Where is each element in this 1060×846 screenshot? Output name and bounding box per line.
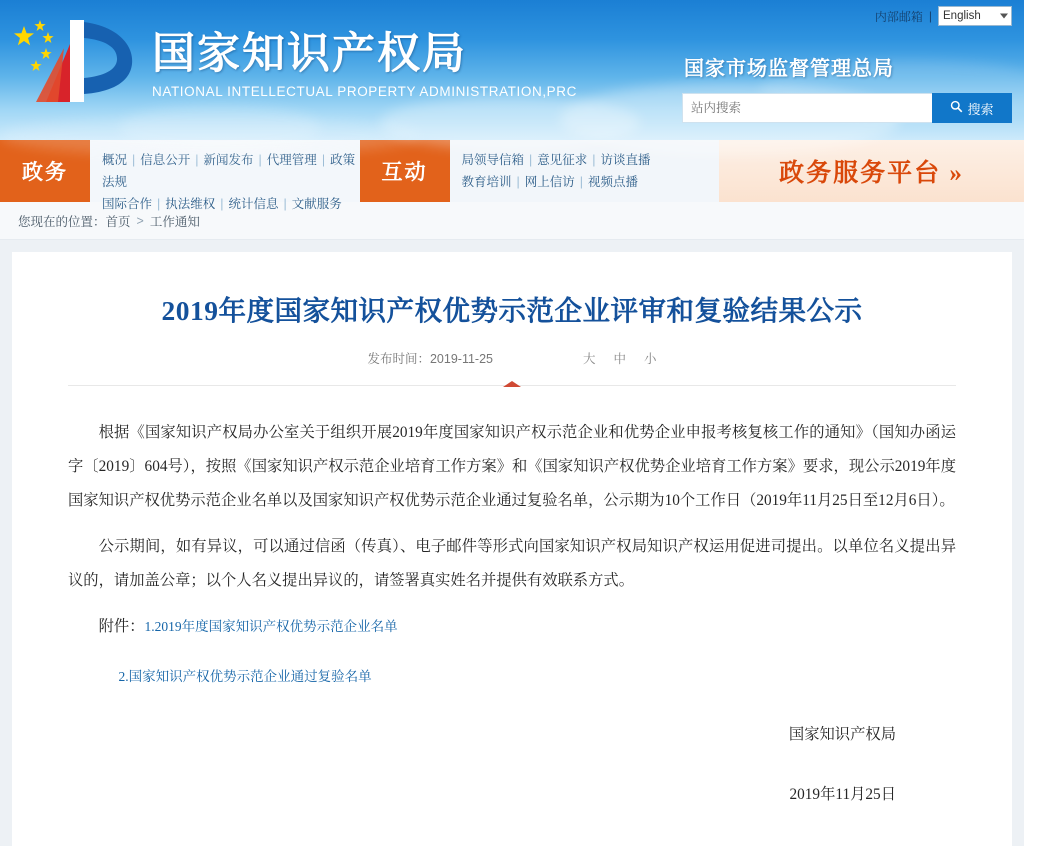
- signature-org: 国家知识产权局: [788, 725, 896, 743]
- publish-time: [367, 349, 493, 367]
- logo-title-en: NATIONAL INTELLECTUAL PROPERTY ADMINISTRATION,PRC: [152, 84, 577, 100]
- nav-item-tongjixinxi[interactable]: 统计信息: [228, 197, 279, 211]
- article-content: [68, 386, 956, 812]
- nav-tab-government[interactable]: 政务: [0, 140, 90, 202]
- nav-item-zhengcefagui[interactable]: 政策法规: [102, 153, 356, 189]
- search-button-label: 搜索: [967, 101, 994, 117]
- cloud-decoration: [0, 116, 420, 156]
- site-header: [0, 0, 1024, 140]
- nav-row-1: 局领导信箱 | 意见征求 | 访谈直播: [461, 153, 651, 167]
- article-meta: [68, 335, 956, 367]
- nav-item-julingdaoxinxiang[interactable]: 局领导信箱: [461, 153, 525, 167]
- breadcrumb-item-home[interactable]: 首页: [105, 214, 131, 229]
- nav-row-2: 国际合作 | 执法维权 | 统计信息 | 文献服务: [102, 197, 342, 211]
- search-input[interactable]: [682, 93, 932, 123]
- nav-item-shipindianbo[interactable]: 视频点播: [588, 175, 639, 189]
- page-body: [0, 240, 1024, 846]
- nav-item-dailiguanli[interactable]: 代理管理: [266, 153, 317, 167]
- article-paragraph-1: 根据《国家知识产权局办公室关于组织开展2019年度国家知识产权示范企业和优势企业申报考核复核工作的通知》（国知办函运字〔2019〕604号），按照《国家知识产权示范企业培育工作方案》和《国家知识产权优势企业培育工作方案》要求，现公示2019年度国家知识产权优势示范企业名单以及国家知识产权优势示范企业通过复验名单，公示期为10个工作日（2019年11月25日至12月6日）。: [68, 423, 956, 509]
- article-card: [12, 252, 1012, 846]
- nav-item-fangtanzhibo[interactable]: 访谈直播: [600, 153, 651, 167]
- search-icon: [950, 100, 963, 116]
- publish-time-value: 2019-11-25: [429, 351, 493, 366]
- signature-date: 2019年11月25日: [789, 785, 896, 803]
- attachments-block: [68, 610, 956, 644]
- attachment-row-2: [68, 660, 956, 694]
- site-search: [682, 93, 1012, 123]
- nav-row-1: 概况 | 信息公开 | 新闻发布 | 代理管理 | 政策法规: [102, 153, 356, 189]
- nav-item-xinwenfabu[interactable]: 新闻发布: [203, 153, 254, 167]
- nipa-emblem-icon: [12, 14, 148, 114]
- attachment-link-2[interactable]: 2.国家知识产权优势示范企业通过复验名单: [118, 668, 372, 684]
- nav-item-guojihezuo[interactable]: 国际合作: [102, 197, 153, 211]
- font-size-medium[interactable]: 中: [613, 351, 627, 366]
- site-logo[interactable]: [12, 14, 577, 114]
- search-button[interactable]: [932, 93, 1012, 123]
- font-size-large[interactable]: 大: [582, 351, 596, 366]
- nav-row-2: 教育培训 | 网上信访 | 视频点播: [461, 175, 639, 189]
- nav-item-gaikuang[interactable]: 概况: [102, 153, 128, 167]
- logo-title-cn: 国家知识产权局: [152, 31, 467, 78]
- nav-item-zhifaweiquan[interactable]: 执法维权: [165, 197, 216, 211]
- font-size-controls: [583, 349, 657, 367]
- breadcrumb-prefix: 您现在的位置：: [18, 214, 106, 229]
- article-signature: [68, 718, 956, 812]
- breadcrumb-separator: >: [136, 213, 144, 228]
- page-title: 2019年度国家知识产权优势示范企业评审和复验结果公示: [161, 295, 863, 326]
- service-platform-button[interactable]: 政务服务平台 »: [719, 140, 1024, 202]
- nav-item-yijianzhengqiu[interactable]: 意见征求: [537, 153, 588, 167]
- header-utility-bar: [875, 6, 1012, 26]
- language-select[interactable]: [938, 6, 1012, 26]
- ministry-title: 国家市场监督管理总局: [684, 58, 894, 80]
- font-size-small[interactable]: 小: [644, 351, 657, 366]
- nav-item-jiaoyupeixun[interactable]: 教育培训: [461, 175, 512, 189]
- nav-item-wangshangxinfang[interactable]: 网上信访: [524, 175, 575, 189]
- article-divider: [68, 385, 956, 386]
- nav-tab-interaction[interactable]: 互动: [360, 140, 450, 202]
- nav-item-xinxigongkai[interactable]: 信息公开: [140, 153, 191, 167]
- breadcrumb-item-current[interactable]: 工作通知: [149, 214, 200, 229]
- utility-separator: |: [928, 9, 932, 23]
- nav-item-wenxianfuwu[interactable]: 文献服务: [291, 197, 342, 211]
- internal-mail-link[interactable]: 内部邮箱: [874, 9, 923, 24]
- article-paragraph-2: 公示期间，如有异议，可以通过信函（传真）、电子邮件等形式向国家知识产权局知识产权运用促进司提出。以单位名义提出异议的，请加盖公章；以个人名义提出异议的，请签署真实姓名并提供有效联系方式。: [68, 537, 956, 589]
- attachment-link-1[interactable]: 1.2019年度国家知识产权优势示范企业名单: [144, 618, 398, 634]
- publish-time-label: 发布时间：: [367, 351, 430, 366]
- language-select-value: English: [943, 10, 981, 22]
- attachments-label: 附件：: [98, 617, 145, 635]
- chevron-down-icon: [1000, 14, 1008, 19]
